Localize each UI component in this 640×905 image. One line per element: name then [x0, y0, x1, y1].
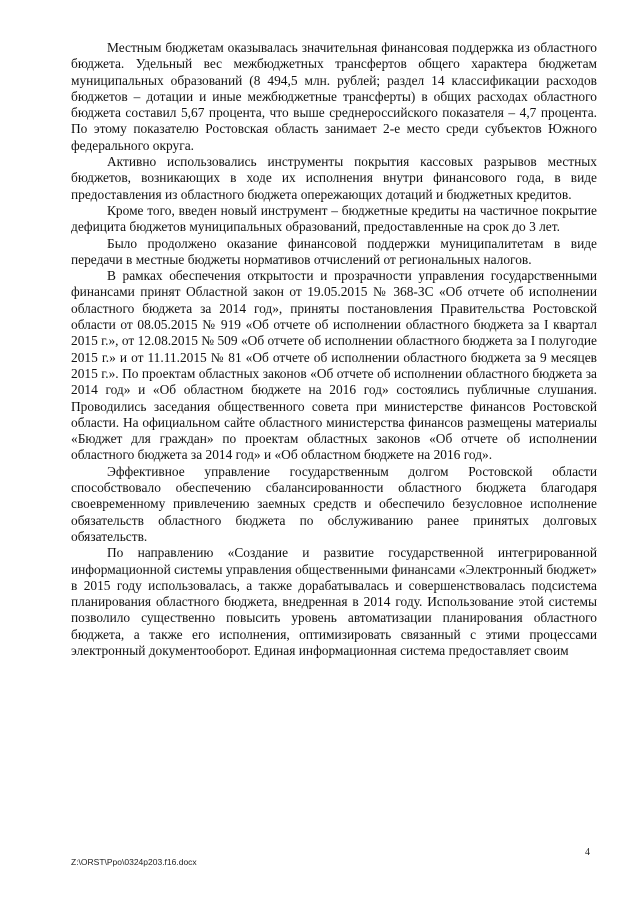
paragraph-tax-transfer: Было продолжено оказание финансовой поддержки муниципалитетам в виде передачи в местные бюджеты нормативов отчислений от региональных налогов.	[71, 235, 597, 267]
paragraph-electronic-budget: По направлению «Создание и развитие государственной интегрированной информационной системы управления общественными финансами «Электронный бюджет» в 2015 году использовалась, а также дорабатывалась и совершенствовалась подсистема планирования областного бюджета, внедренная в 2014 году. Использование этой системы позволило существенно повысить уровень автоматизации планирования областного бюджета, а также его исполнения, оптимизировать связанный с этими процессами электронный документооборот. Единая информационная система предоставляет своим	[71, 545, 597, 658]
paragraph-new-instrument: Кроме того, введен новый инструмент – бюджетные кредиты на частичное покрытие дефицита бюджетов муниципальных образований, предоставленные на срок до 3 лет.	[71, 202, 597, 235]
page-number: 4	[585, 847, 590, 858]
paragraph-debt-management: Эффективное управление государственным долгом Ростовской области способствовало обеспечению сбалансированности областного бюджета благодаря своевременному привлечению заемных средств и обеспечило безусловное исполнение обязательств областного бюджета по обслуживанию ранее принятых долговых обязательств.	[71, 463, 597, 544]
document-body	[71, 40, 597, 659]
paragraph-cash-gaps: Активно использовались инструменты покрытия кассовых разрывов местных бюджетов, возникающих в ходе их исполнения внутри финансового года, в виде предоставления из областного бюджета опережающих дотаций и бюджетных кредитов.	[71, 154, 597, 202]
paragraph-interbudget-support: Местным бюджетам оказывалась значительная финансовая поддержка из областного бюджета. Удельный вес межбюджетных трансфертов общего характера бюджетам муниципальных образований (8 494,5 млн. рублей; раздел 14 классификации расходов бюджетов – дотации и иные межбюджетные трансферты) в общих расходах областного бюджета составил 5,67 процента, что выше среднероссийского показателя – 4,7 процента. По этому показателю Ростовская область занимает 2-е место среди субъектов Южного федерального округа.	[71, 40, 597, 153]
paragraph-transparency: В рамках обеспечения открытости и прозрачности управления государственными финансами принят Областной закон от 19.05.2015 № 368-ЗС «Об отчете об исполнении областного бюджета за 2014 год», приняты постановления Правительства Ростовской области от 08.05.2015 № 919 «Об отчете об исполнении областного бюджета за I квартал 2015 г.», от 12.08.2015 № 509 «Об отчете об исполнении областного бюджета за I полугодие 2015 г.» и от 11.11.2015 № 81 «Об отчете об исполнении областного бюджета за 9 месяцев 2015 г.». По проектам областных законов «Об отчете об исполнении областного бюджета за 2014 год» и «Об областном бюджете на 2016 год» состоялись публичные слушания. Проводились заседания общественного совета при министерстве финансов Ростовской области. На официальном сайте областного министерства финансов размещены материалы «Бюджет для граждан» по проектам областных законов «Об отчете об исполнении областного бюджета за 2014 год» и «Об областном бюджете на 2016 год».	[71, 268, 597, 463]
footer-file-path: Z:\ORST\Ppo\0324p203.f16.docx	[71, 857, 197, 867]
